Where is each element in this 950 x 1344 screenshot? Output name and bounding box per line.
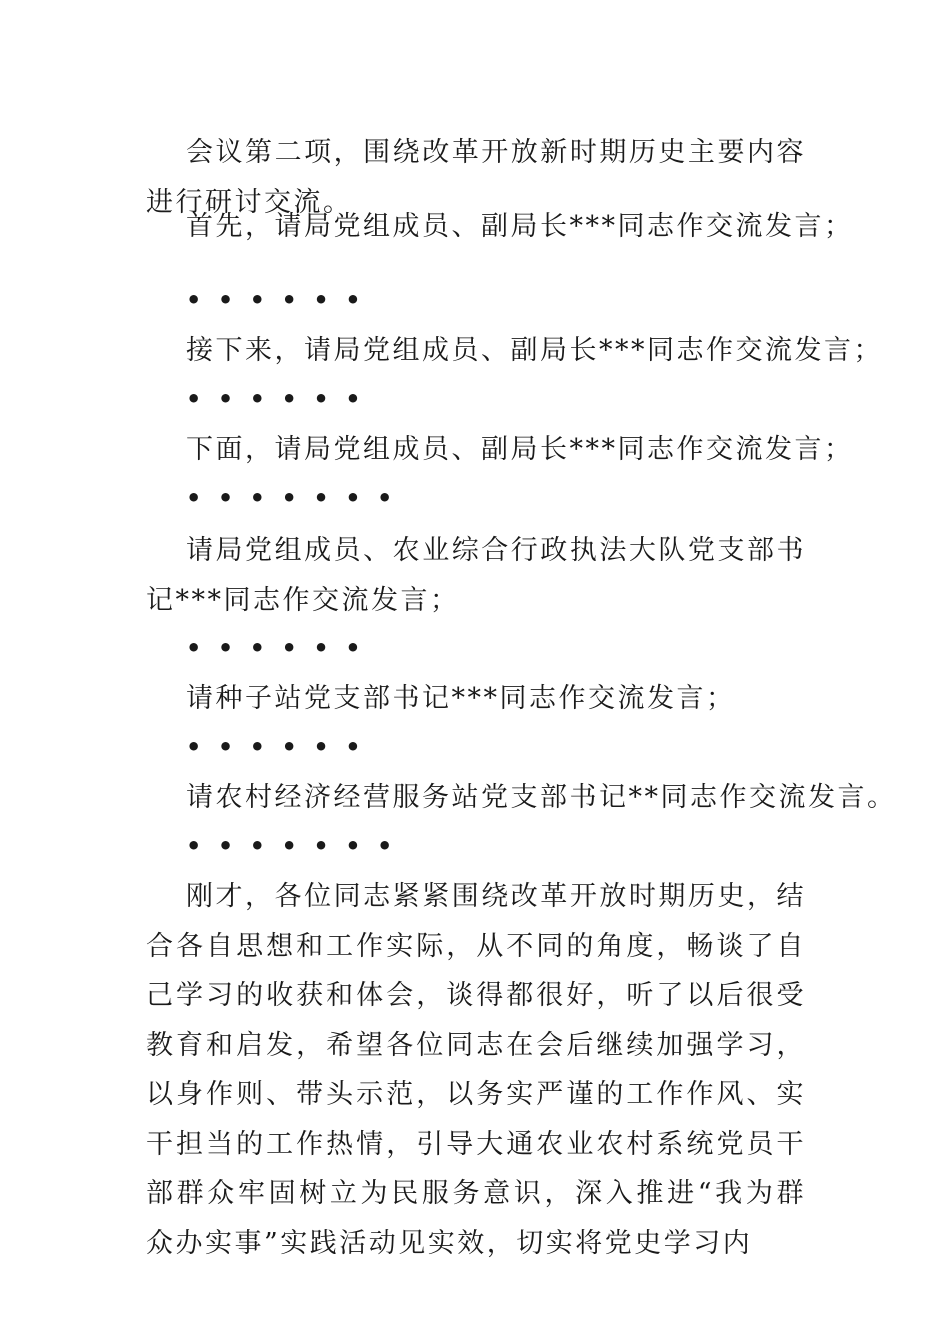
- paragraph-speaker-5: 请种子站党支部书记***同志作交流发言；: [186, 683, 736, 714]
- paragraph-summary: 刚才，各位同志紧紧围绕改革开放时期历史，结合各自思想和工作实际，从不同的角度，畅谈了自己学习的收获和体会，谈得都很好，听了以后很受教育和启发，希望各位同志在会后继续加强学习，以身作则、带头示范，以务实严谨的工作作风、实干担当的工作热情，引导大通农业农村系统党员干部群众牢固树立为民服务意识，深入推进“我为群众办实事”实践活动见实效，切实将党史学习内: [146, 881, 806, 1259]
- paragraph-speaker-2: 接下来，请局党组成员、副局长***同志作交流发言；: [186, 335, 883, 366]
- ellipsis-dots-4: ••••••: [186, 634, 378, 662]
- paragraph-speaker-3: 下面，请局党组成员、副局长***同志作交流发言；: [186, 434, 854, 465]
- ellipsis-dots-1: ••••••: [186, 286, 378, 314]
- ellipsis-dots-2: ••••••: [186, 385, 378, 413]
- ellipsis-dots-6: •••••••: [186, 832, 409, 860]
- ellipsis-dots-3: •••••••: [186, 484, 409, 512]
- paragraph-speaker-6: 请农村经济经营服务站党支部书记**同志作交流发言。: [186, 782, 897, 813]
- paragraph-agenda-item: 会议第二项，围绕改革开放新时期历史主要内容进行研讨交流。: [146, 137, 806, 218]
- paragraph-speaker-4: 请局党组成员、农业综合行政执法大队党支部书记***同志作交流发言；: [146, 535, 806, 616]
- ellipsis-dots-5: ••••••: [186, 733, 378, 761]
- paragraph-speaker-1: 首先，请局党组成员、副局长***同志作交流发言；: [186, 211, 854, 242]
